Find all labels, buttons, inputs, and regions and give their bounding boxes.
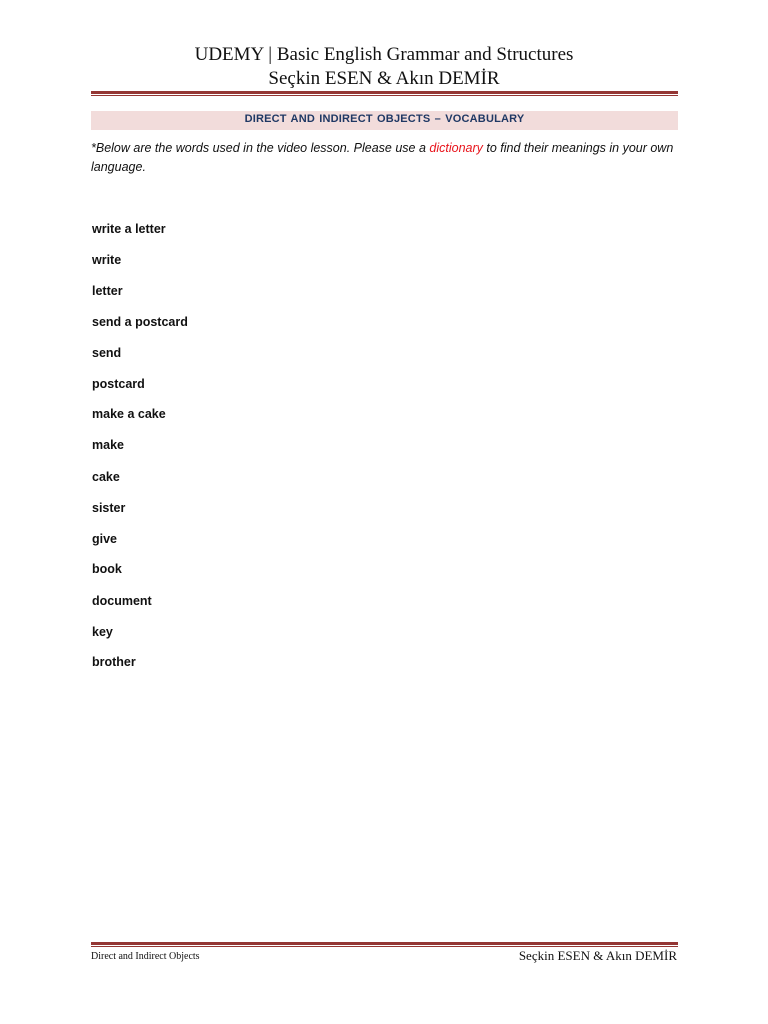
footer-rule-thick [91, 942, 678, 945]
vocabulary-item: brother [92, 655, 136, 669]
vocabulary-item: write a letter [92, 222, 166, 236]
vocabulary-item: book [92, 562, 122, 576]
vocabulary-item: sister [92, 501, 126, 515]
vocabulary-item: key [92, 625, 113, 639]
section-title: DIRECT AND INDIRECT OBJECTS – VOCABULARY [244, 113, 525, 125]
vocabulary-item: give [92, 532, 118, 546]
intro-highlight-dictionary: dictionary [429, 141, 483, 155]
vocabulary-item: letter [92, 284, 123, 298]
vocabulary-item: write [92, 253, 122, 267]
vocabulary-item: send a postcard [92, 315, 188, 329]
footer-rule-thin [91, 946, 678, 947]
vocabulary-item: cake [92, 470, 120, 484]
header-authors: Seçkin ESEN & Akın DEMİR [268, 68, 500, 89]
header-rule-thin [91, 95, 678, 96]
vocabulary-item: make a cake [92, 407, 166, 421]
header-title: UDEMY | Basic English Grammar and Structures [194, 44, 574, 65]
section-banner [91, 111, 678, 130]
intro-text-after: to find their meanings in your own language. [91, 141, 674, 174]
footer-authors: Seçkin ESEN & Akın DEMİR [518, 948, 677, 963]
vocabulary-item: send [92, 346, 122, 360]
intro-paragraph [91, 139, 681, 177]
header-rule-thick [91, 91, 678, 94]
vocabulary-item: make [92, 438, 124, 452]
vocabulary-item: postcard [92, 377, 145, 391]
intro-text-before: *Below are the words used in the video lesson. Please use a [91, 141, 430, 155]
vocabulary-item: document [92, 594, 152, 608]
footer-document-title: Direct and Indirect Objects [91, 951, 200, 962]
